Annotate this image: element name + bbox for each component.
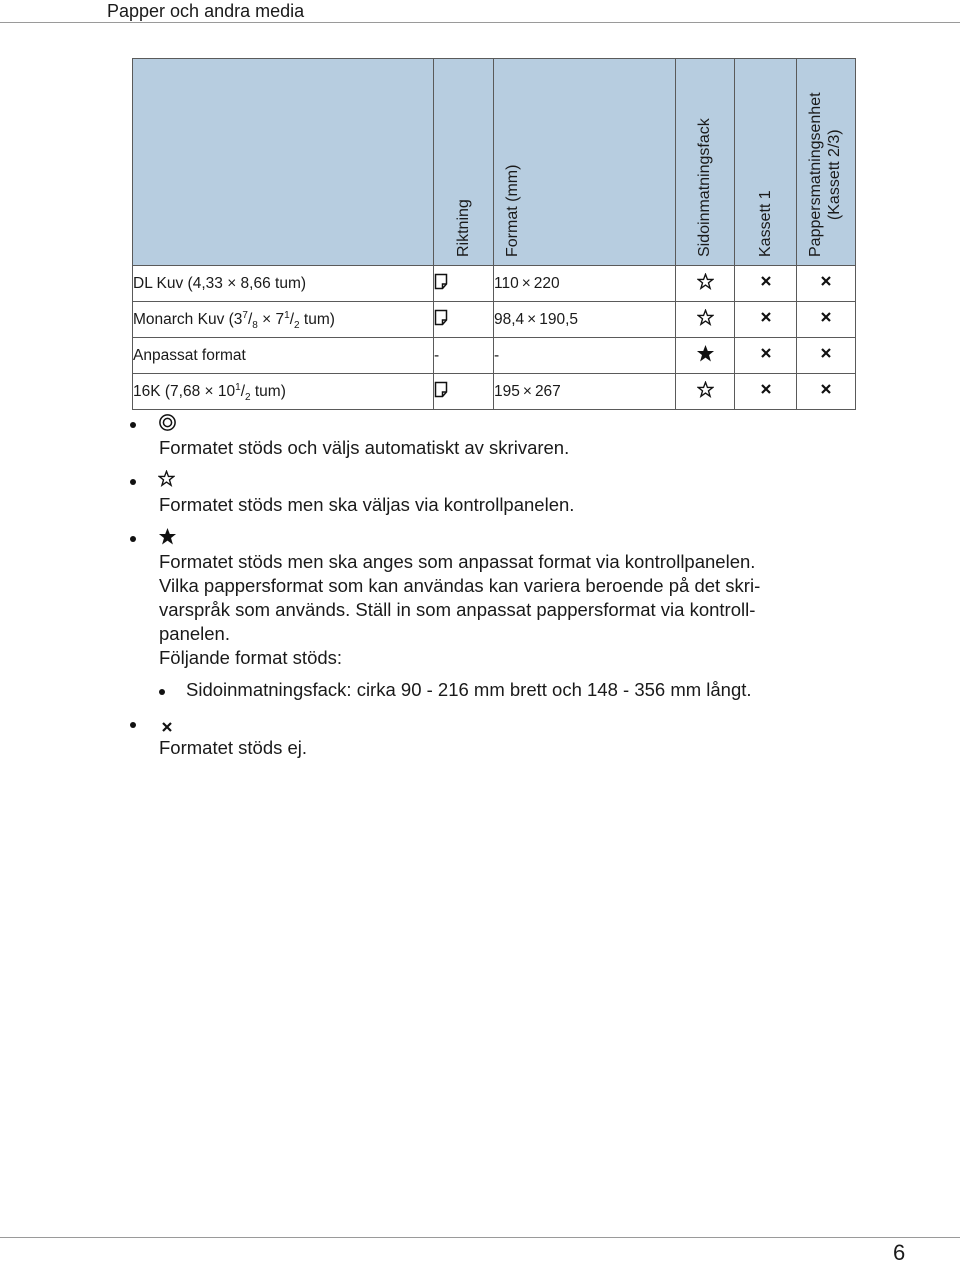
legend-custom-line-3: varspråk som används. Ställ in som anpassat pappersformat via kontroll- <box>159 599 756 620</box>
cross-icon <box>820 382 832 400</box>
row-orientation <box>434 302 494 338</box>
legend-item-panel <box>130 467 850 493</box>
table-row <box>133 338 856 374</box>
row-name: DL Kuv (4,33 × 8,66 tum) <box>133 266 434 302</box>
row-size <box>494 302 676 338</box>
row-orientation <box>434 266 494 302</box>
header-tray1-label: Kassett 1 <box>756 190 774 257</box>
row-tray1 <box>735 338 797 374</box>
bullet-icon <box>130 479 136 485</box>
cross-icon <box>760 310 772 328</box>
cross-icon <box>820 346 832 364</box>
row-size-b: 190,5 <box>539 310 579 328</box>
legend-custom-line-1: Formatet stöds men ska anges som anpassat format via kontrollpanelen. <box>159 551 756 572</box>
row-size: - <box>494 338 676 374</box>
row-size-a: 110 <box>494 274 519 292</box>
legend-item-not-supported <box>130 710 850 736</box>
header-tray23-line2: (Kassett 2/3) <box>826 129 843 221</box>
table-row <box>133 374 856 410</box>
header-blank-cell <box>133 59 434 266</box>
row-tray23 <box>797 302 856 338</box>
legend-item-auto <box>130 410 850 436</box>
row-size-a: 98,4 <box>494 310 525 328</box>
star-filled-icon <box>158 527 177 551</box>
cross-icon <box>760 382 772 400</box>
times-icon: × <box>521 274 531 292</box>
row-bypass <box>676 374 735 410</box>
row-bypass <box>676 302 735 338</box>
row-size-a: 195 <box>494 382 520 400</box>
running-header-title: Papper och andra media <box>107 1 305 21</box>
cross-icon <box>760 274 772 292</box>
row-orientation <box>434 374 494 410</box>
times-icon: × <box>522 382 532 400</box>
row-size-b: 267 <box>534 382 561 400</box>
double-circle-icon <box>158 413 177 437</box>
header-tray23-line1: Pappersmatningsenhet <box>807 92 824 257</box>
row-bypass <box>676 338 735 374</box>
star-outline-icon <box>697 309 714 331</box>
header-tray1 <box>735 59 797 266</box>
cross-icon <box>820 310 832 328</box>
legend-not-supported-text: Formatet stöds ej. <box>159 737 308 758</box>
legend-custom-line-4: panelen. <box>159 623 230 644</box>
header-bypass <box>676 59 735 266</box>
header-format-label: Format (mm) <box>504 164 521 257</box>
header-format <box>494 59 676 266</box>
cross-icon <box>820 274 832 292</box>
row-bypass <box>676 266 735 302</box>
legend-custom-sublist <box>159 678 850 706</box>
page-number: 6 <box>893 1240 906 1265</box>
cross-icon <box>760 346 772 364</box>
bullet-icon <box>130 536 136 542</box>
legend-auto-text: Formatet stöds och väljs automatiskt av skrivaren. <box>159 437 570 458</box>
row-name: Anpassat format <box>133 338 434 374</box>
header-orientation-label: Riktning <box>454 199 472 257</box>
row-size <box>494 374 676 410</box>
running-header <box>0 0 960 23</box>
row-name: 16K ($7,68 \times 10^1/_2$ tum) <box>133 374 434 410</box>
bullet-icon <box>159 689 165 695</box>
portrait-page-icon <box>434 273 448 295</box>
table-row <box>133 302 856 338</box>
paper-size-table-wrap <box>132 58 856 410</box>
times-icon: × <box>527 310 537 328</box>
header-tray23-label <box>806 92 844 257</box>
portrait-page-icon <box>434 309 448 331</box>
star-outline-icon <box>697 381 714 403</box>
header-bypass-label: Sidoinmatningsfack <box>696 118 713 257</box>
row-size <box>494 266 676 302</box>
paper-size-table <box>132 58 856 410</box>
row-tray23 <box>797 374 856 410</box>
bullet-icon <box>130 422 136 428</box>
footer-rule <box>0 1237 960 1238</box>
table-row <box>133 266 856 302</box>
cross-icon <box>161 716 173 738</box>
star-outline-icon <box>158 470 175 492</box>
table-header-row <box>133 59 856 266</box>
legend-custom-line-2: Vilka pappersformat som kan användas kan variera beroende på det skri- <box>159 575 761 596</box>
star-filled-icon <box>696 344 715 368</box>
row-tray23 <box>797 266 856 302</box>
row-tray1 <box>735 374 797 410</box>
header-tray23 <box>797 59 856 266</box>
star-outline-icon <box>697 273 714 295</box>
legend-custom-sub-text: Sidoinmatningsfack: cirka 90 - 216 mm brett och 148 - 356 mm långt. <box>186 679 752 700</box>
row-name: Monarch Kuv ($3^7/_8 \times 7^1/_2$ tum) <box>133 302 434 338</box>
row-tray1 <box>735 302 797 338</box>
row-orientation: - <box>434 338 494 374</box>
header-orientation <box>434 59 494 266</box>
legend-item-custom <box>130 524 850 550</box>
legend-custom-line-5: Följande format stöds: <box>159 647 343 668</box>
symbol-legend <box>130 410 850 760</box>
row-size-b: 220 <box>533 274 560 292</box>
bullet-icon <box>130 722 136 728</box>
legend-panel-text: Formatet stöds men ska väljas via kontrollpanelen. <box>159 494 575 515</box>
row-tray1 <box>735 266 797 302</box>
portrait-page-icon <box>434 381 448 403</box>
row-tray23 <box>797 338 856 374</box>
